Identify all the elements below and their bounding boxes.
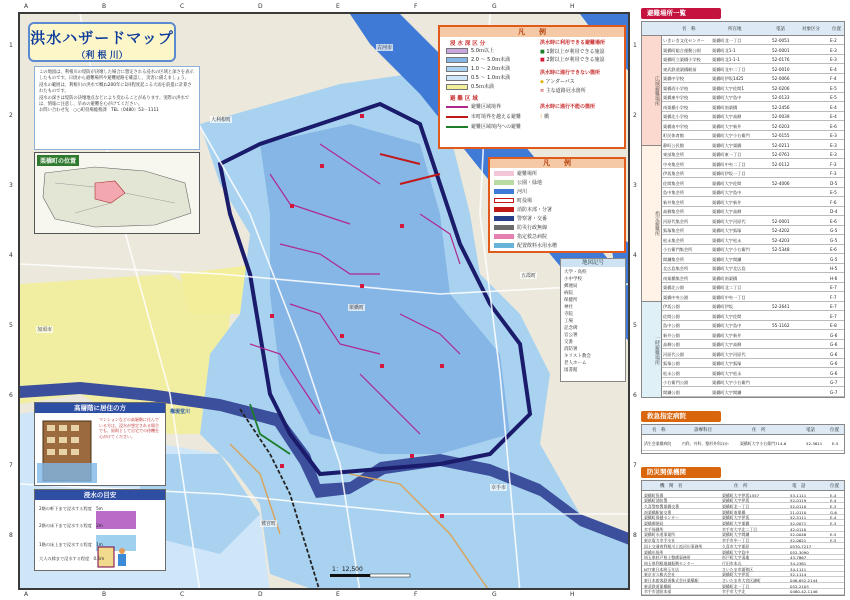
shelter-row: 伊坂公園 栗橋町伊坂 52-2641 E-7: [662, 302, 844, 311]
map-subtitle: （利 根 川）: [76, 51, 128, 61]
shelter-row: 町民体育館 栗橋町大字小右衛門 52-0155 E-3: [662, 131, 844, 140]
legend-item: 指定救急病院: [494, 233, 624, 241]
shelter-row: 島中集会所 栗橋町大字島中 E-5: [662, 188, 844, 197]
agency-row: 東日本旅客鉄道株式会社栗橋駅 さいたま市大宮区錦町 048-652-2144: [642, 578, 844, 584]
shelter-row: 佐間集会所 栗橋町大字佐間 52-4006 D-5: [662, 179, 844, 188]
shelter-row: 東武鉄道栗橋駅前 栗橋町北中二丁目 52-0010 E-4: [662, 65, 844, 74]
shelter-row: 北広島集会所 栗橋町大字北広島 H-5: [662, 264, 844, 273]
facility-symbol-legend: [560, 258, 626, 382]
grid-letters-bottom: A B C D E F G H: [24, 591, 575, 598]
shelter-row: 間鎌公園 栗橋町大字間鎌 G-7: [662, 388, 844, 397]
shelter-row: 栗橋南中学校 栗橋町大字新井 52-0203 E-6: [662, 122, 844, 131]
shelter-legend-title: 洪水時に利用できる避難場所: [540, 40, 606, 46]
shelter-category: 一時避難場所: [642, 302, 662, 398]
shelter-row: 間鎌集会所 栗橋町大字間鎌 G-5: [662, 255, 844, 264]
shelter-row: 小右衛門公園 栗橋町大字小右衛門 G-7: [662, 378, 844, 387]
shelter-row: 栗橋町総合運動公園 栗橋町北1-1 52-0001 E-3: [662, 46, 844, 55]
facility-item: 図書館: [564, 368, 578, 373]
agency-row: 栗橋郵便局 栗橋町大字栗橋 52-0071 E-3: [642, 521, 844, 527]
agency-row: 栗橋町役場 栗橋町大字伊坂1557 53-1111 E-4: [642, 492, 844, 498]
map-label-ohtone: 大利根町: [211, 117, 232, 123]
hospital-table: [641, 424, 845, 454]
facility-item: 交番: [564, 340, 573, 345]
legend-item: 警察署・交番: [494, 215, 624, 223]
facility-legend-header: 地図記号: [561, 259, 625, 267]
map-symbol-legend: [488, 157, 626, 253]
shelter-row: 松永公園 栗橋町大字松永 G-6: [662, 369, 844, 378]
shelter-row: 中央集会所 栗橋町中央二丁目 52-0112 F-3: [662, 160, 844, 169]
flood-legend-header: 凡 例: [440, 27, 624, 37]
depth-guide-row: 2階の軒下まで浸水する程度 5m: [39, 506, 103, 511]
shelter-row: 伊坂集会所 栗橋町伊坂一丁目 F-3: [662, 169, 844, 178]
depth-guide-box: [34, 489, 166, 571]
underpass-legend: ◆ アンダーパス: [540, 79, 575, 85]
hospital-table-head: 名 称 診療科目 住 所 電話 位置: [642, 425, 844, 435]
agency-table: [641, 480, 845, 596]
intro-text-box: [34, 66, 200, 150]
agency-row: 埼玉県利根地域振興センター 行田市本丸 34-2381: [642, 560, 844, 566]
shelter-row: 静町公民館 栗橋町大字栗橋 52-0211 E-3: [662, 141, 844, 150]
grid-numbers-right: 1 2 3 4 5 6 7 8: [633, 42, 637, 539]
facility-item: 老人ホーム: [564, 361, 587, 366]
high-rise-box: [34, 402, 166, 486]
legend-item: 防災行政無線: [494, 224, 624, 232]
shelter-row: 新井集会所 栗橋町大字新井 F-6: [662, 198, 844, 207]
shelter-category: 指定避難所: [642, 146, 662, 302]
cross-boundary-evac-legend: 市町境界を越える避難: [446, 113, 521, 120]
facility-item: 大学・高校: [564, 270, 587, 275]
map-title-box: [28, 22, 176, 62]
agency-row: 栗橋町消防署 栗橋町大字伊坂 52-0119 E-4: [642, 498, 844, 504]
agency-row: 栗橋町水道事業所 栗橋町大字間鎌 52-0048 E-5: [642, 532, 844, 538]
map-label-koga: 古河市: [377, 45, 393, 51]
map-label-kurihashi: 栗橋町: [349, 305, 365, 311]
agency-row: 南栗橋駅前交番 栗橋町南栗橋 21-0110 G-6: [642, 509, 844, 515]
depth-row: 0.5ｍ未満: [446, 83, 530, 91]
agency-row: 幸手市消防本部 幸手市大字北 0480-42-1146: [642, 589, 844, 595]
shelter-row: 栗橋東中学校 栗橋町大字島中 52-0133 E-5: [662, 93, 844, 102]
agency-row: 栗橋町保健センター 栗橋町大字伊坂 52-5111 E-4: [642, 515, 844, 521]
shelter-row: 東部集会所 栗橋町東一丁目 52-0761 E-3: [662, 150, 844, 159]
facility-item: 神社: [564, 305, 573, 310]
legend-item: 公園・緑地: [494, 179, 624, 187]
shelter-row: 高柳集会所 栗橋町大字高柳 D-4: [662, 207, 844, 216]
shelter-row: 栗橋北小学校 栗橋町大字高柳 52-0039 E-4: [662, 112, 844, 121]
shelter-floor1-legend: ■ 1階以上が利用できる施設: [540, 49, 605, 55]
shelter-row: 南栗橋小学校 栗橋町南栗橋 52-2456 E-4: [662, 103, 844, 112]
shelter-row: 松永集会所 栗橋町大字松永 52-4203 G-5: [662, 236, 844, 245]
shelter-row: 栗橋町立栗橋小学校 栗橋町北1-1-1 52-0176 E-3: [662, 55, 844, 64]
grid-letters-top: A B C D E F G H: [24, 3, 575, 10]
shelter-row: 新井公園 栗橋町大字新井 G-6: [662, 331, 844, 340]
shelter-floor2-legend: ■ 2階以上が利用できる施設: [540, 57, 605, 63]
intro-paragraph: この地図は、利根川の堤防が決壊した場合に想定される浸水の区域と深さを表示したものです。日頃から避難場所や避難経路を確認し、災害に備えましょう。: [39, 70, 194, 82]
shelter-row: 河原代集会所 栗橋町大字河原代 52-0001 E-6: [662, 217, 844, 226]
facility-item: 小中学校: [564, 277, 582, 282]
depth-row: 1.0 ～ 2.0ｍ未満: [446, 65, 530, 73]
depth-guide-title: 浸水の目安: [35, 490, 165, 500]
facility-item: 病院: [564, 291, 573, 296]
shelter-row: 河原代公園 栗橋町大字河原代 G-6: [662, 350, 844, 359]
shelter-row: 栗橋中央公園 栗橋町中央一丁目 F-7: [662, 293, 844, 302]
agency-table-head: 機 関 名 住 所 電 話 位置: [642, 481, 844, 491]
shelter-row: 島中公園 栗橋町大字島中 55-1162 E-8: [662, 321, 844, 330]
bridge-legend-title: 洪水時に通行不能の箇所: [540, 104, 596, 110]
agency-row: 栗橋出張所 栗橋町大字島中 052-3090: [642, 549, 844, 555]
facility-item: キリスト教会: [564, 354, 591, 359]
shelter-table: [641, 21, 845, 398]
map-label-washimiya: 鷲宮町: [261, 521, 277, 527]
depth-title: 浸 水 深 区 分: [450, 41, 486, 47]
intro-paragraph: 浸水の範囲は、利根川の洪水で概ね200年に1回程度起こる大雨を前提に計算されたものです。: [39, 82, 192, 95]
locator-map: [34, 152, 200, 234]
shelter-row: いきいき文化センター 栗橋町北一丁目 52-0051 E-2: [662, 36, 844, 45]
map-label-kazo: 加須市: [37, 327, 53, 333]
road-flood-legend: ≡ 主な道路冠水箇所: [540, 88, 586, 94]
shelter-category: 広域避難場所: [642, 36, 662, 146]
map-title: 洪水ハザードマップ: [30, 29, 174, 47]
legend-item: 避難場所: [494, 170, 624, 178]
facility-item: 工場: [564, 319, 573, 324]
passage-legend-title: 洪水時に通行できない箇所: [540, 70, 601, 76]
depth-guide-row: 1階の床上まで浸水する程度 1m: [39, 542, 103, 547]
hospital-list-header: 救急指定病院: [641, 411, 721, 422]
facility-item: 記念碑: [564, 326, 578, 331]
grid-numbers-left: 1 2 3 4 5 6 7 8: [9, 42, 13, 539]
facility-item: 寺院: [564, 312, 573, 317]
legend-item: 河川: [494, 188, 624, 196]
agency-row: 国土交通省利根川上流河川事務所 久喜市大字栗原 0570-7217: [642, 543, 844, 549]
depth-row: 5.0ｍ以上: [446, 47, 530, 55]
shelter-row: 南栗橋集会所 栗橋町南栗橋 H-6: [662, 274, 844, 283]
hospital-row: 済生会栗橋病院 内科、外科、整形外科ほか 栗橋町大字小右衛門714-6 52-3611 E-5: [642, 437, 844, 451]
facility-item: 郵便局: [564, 284, 578, 289]
info-panel: [641, 8, 845, 596]
shelter-row: 栗橋西小学校 栗橋町大字佐間1 52-0206 E-5: [662, 84, 844, 93]
intro-contact: お問い合わせ先 ○○町役場総務課 TEL（0480）53－1111: [39, 108, 159, 114]
flood-legend: [438, 25, 626, 149]
intro-paragraph: 浸水の深さは堤防の決壊地点などにより変わることがあります。実際の洪水では、情報に注意し、早めの避難を心がけてください。: [39, 95, 190, 108]
facility-item: 保健所: [564, 298, 578, 303]
apartment-icon: [37, 415, 97, 485]
agency-row: NTT東日本埼玉支店 さいたま市浦和区 34-1111: [642, 566, 844, 572]
depth-row: 2.0 ～ 5.0ｍ未満: [446, 56, 530, 64]
facility-item: 官公署: [564, 333, 578, 338]
agency-row: 埼玉県杉戸県土整備事務所 杉戸町大字清地 43-7867: [642, 555, 844, 561]
agency-row: 東京電力幸手支社 幸手市中一丁目 52-0621 E-5: [642, 538, 844, 544]
facility-item: 消防署: [564, 347, 578, 352]
shelter-row: 栗橋中学校 栗橋町伊坂1425 52-0066 F-4: [662, 74, 844, 83]
map-label-gongendo-river: 権現堂川: [170, 409, 191, 415]
evac-boundary-legend: 避難区域境界: [446, 103, 501, 110]
map-label-satte: 幸手市: [491, 485, 507, 491]
agency-row: 東京ガス株式会社 栗橋町大字伊坂 52-1114: [642, 572, 844, 578]
map-label-goka: 五霞町: [521, 273, 537, 279]
shelter-row: 狐塚集会所 栗橋町大字狐塚 52-4202 G-5: [662, 226, 844, 235]
depth-guide-row: 大人の膝まで浸水する程度 0.5m: [39, 556, 105, 561]
inner-evac-legend: 避難区域境内への避難: [446, 123, 521, 130]
agency-row: 幸手保健所 幸手市大字北二丁目 42-0110: [642, 526, 844, 532]
locator-title: 栗橋町の位置: [37, 155, 79, 166]
map-scale: 1：12,500: [332, 566, 363, 573]
shelter-row: 佐間公園 栗橋町大字佐間 E-7: [662, 312, 844, 321]
shelter-list-header: 避難場所一覧: [641, 8, 721, 19]
agency-row: 久喜警察署栗橋交番 栗橋町北一丁目 52-0110 E-3: [642, 503, 844, 509]
shelter-table-head: 名 称 所在地 電話 対象区分 位置: [642, 22, 844, 36]
agency-list-header: 防災関係機関: [641, 467, 721, 478]
shelter-row: 狐塚公園 栗橋町大字狐塚 G-6: [662, 359, 844, 368]
depth-guide-row: 2階の床下まで浸水する程度 2m: [39, 523, 103, 528]
evac-title: 避 難 区 域: [450, 96, 478, 102]
agency-row: 東武鉄道栗橋駅 栗橋町北一丁目 052-2103: [642, 583, 844, 589]
shelter-row: 栗橋北公園 栗橋町北二丁目 E-7: [662, 283, 844, 292]
shelter-row: 小右衛門集会所 栗橋町大字小右衛門 52-5348 E-6: [662, 245, 844, 254]
high-rise-title: 高層階に居住の方: [35, 403, 165, 413]
high-rise-note: マンションなどの高層階に住んでいる方は、浸水が想定される場合でも、原則として自宅での待機を心がけてください。: [99, 417, 159, 439]
map-legend-header: 凡 例: [490, 159, 624, 168]
bridge-legend: ⌇ 橋: [540, 114, 550, 120]
legend-item: 消防本部・分署: [494, 206, 624, 214]
legend-item: 配置飲料水用水槽: [494, 242, 624, 250]
shelter-row: 高柳公園 栗橋町大字高柳 G-6: [662, 340, 844, 349]
depth-row: 0.5 ～ 1.0ｍ未満: [446, 74, 530, 82]
legend-item: 町役場: [494, 197, 624, 205]
